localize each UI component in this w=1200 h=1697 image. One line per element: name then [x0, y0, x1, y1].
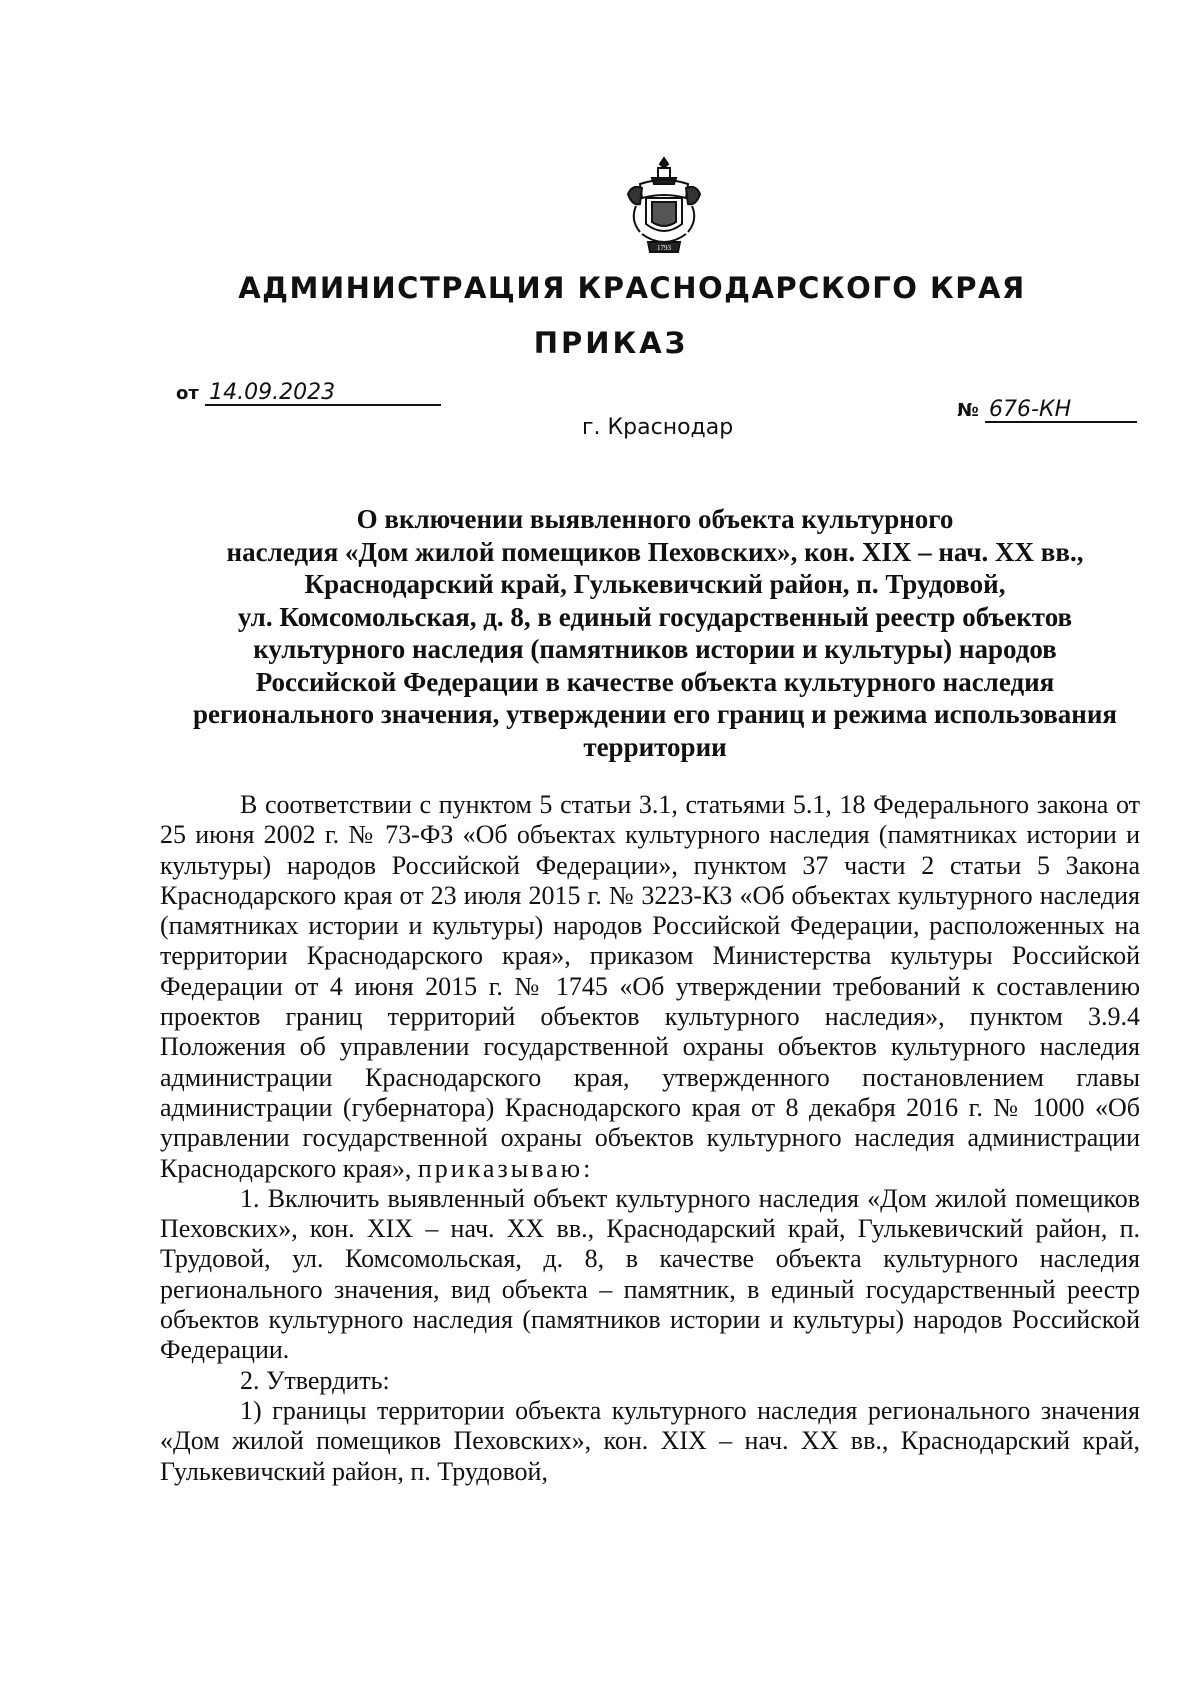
item-2-1-paragraph: 1) границы территории объекта культурного наследия регионального значения «Дом жилой помещиков Пеховских», кон. XIX – нач. XX вв., Краснодарский край, Гулькевичский район, п. Трудовой, — [160, 1395, 1140, 1486]
number-block — [957, 397, 1137, 423]
item-1-paragraph: 1. Включить выявленный объект культурного наследия «Дом жилой помещиков Пеховских», кон. XIX – нач. XX вв., Краснодарский край, Гулькевичский район, п. Трудовой, ул. Комсомольская, д. 8, в качестве объекта культурного наследия регионального значения, вид объекта – памятник, в единый государственный реестр объектов культурного наследия (памятников истории и культуры) народов Российской Федерации. — [160, 1183, 1140, 1365]
document-type: ПРИКАЗ — [533, 326, 689, 360]
preamble-text: В соответствии с пунктом 5 статьи 3.1, статьями 5.1, 18 Федерального закона от 25 июня 2002 г. № 73-ФЗ «Об объектах культурного наследия (памятниках истории и культуры) народов Российской Федерации», пунктом 37 части 2 статьи 5 Закона Краснодарского края от 23 июля 2015 г. № 3223-КЗ «Об объектах культурного наследия (памятниках истории и культуры) народов Российской Федерации, расположенных на территории Краснодарского края», приказом Министерства культуры Российской Федерации от 4 июня 2015 г. № 1745 «Об утверждении требований к составлению проектов границ территорий объектов культурного наследия», пунктом 3.9.4 Положения об управлении государственной охраны объектов культурного наследия администрации Краснодарского края, утвержденного постановлением главы администрации (губернатора) Краснодарского края от 8 декабря 2016 г. № 1000 «Об управлении государственной охраны объектов культурного наследия администрации Краснодарского края», — [160, 790, 1140, 1183]
title-line: культурного наследия (памятников истории и культуры) народов — [253, 634, 1057, 664]
title-line: регионального значения, утверждении его границ и режима использования — [192, 699, 1118, 729]
title-line: Российской Федерации в качестве объекта культурного наследия — [255, 666, 1055, 697]
title-line: Краснодарский край, Гулькевичский район, п. Трудовой, — [304, 569, 1006, 599]
date-value: 14.09.2023 — [205, 382, 441, 406]
title-line: территории — [583, 731, 727, 762]
number-value: 676-КН — [985, 399, 1137, 423]
organization-name: АДМИНИСТРАЦИЯ КРАСНОДАРСКОГО КРАЯ — [238, 271, 1026, 305]
city: г. Краснодар — [582, 415, 734, 440]
title-line: наследия «Дом жилой помещиков Пеховских», кон. XIX – нач. XX вв., — [226, 536, 1084, 567]
document-body — [160, 790, 1140, 1487]
date-block — [176, 380, 441, 406]
title-line: ул. Комсомольская, д. 8, в единый государственный реестр объектов — [237, 601, 1073, 632]
svg-text:1793: 1793 — [657, 244, 671, 252]
preamble-paragraph — [160, 790, 1140, 1184]
coat-of-arms-emblem — [622, 154, 706, 262]
item-2-paragraph: 2. Утвердить: — [240, 1365, 390, 1395]
date-prefix: от — [176, 383, 199, 404]
number-prefix: № — [957, 400, 979, 421]
title-line: О включении выявленного объекта культурного — [356, 504, 954, 534]
document-title — [160, 503, 1150, 763]
order-word: приказываю: — [417, 1153, 594, 1183]
